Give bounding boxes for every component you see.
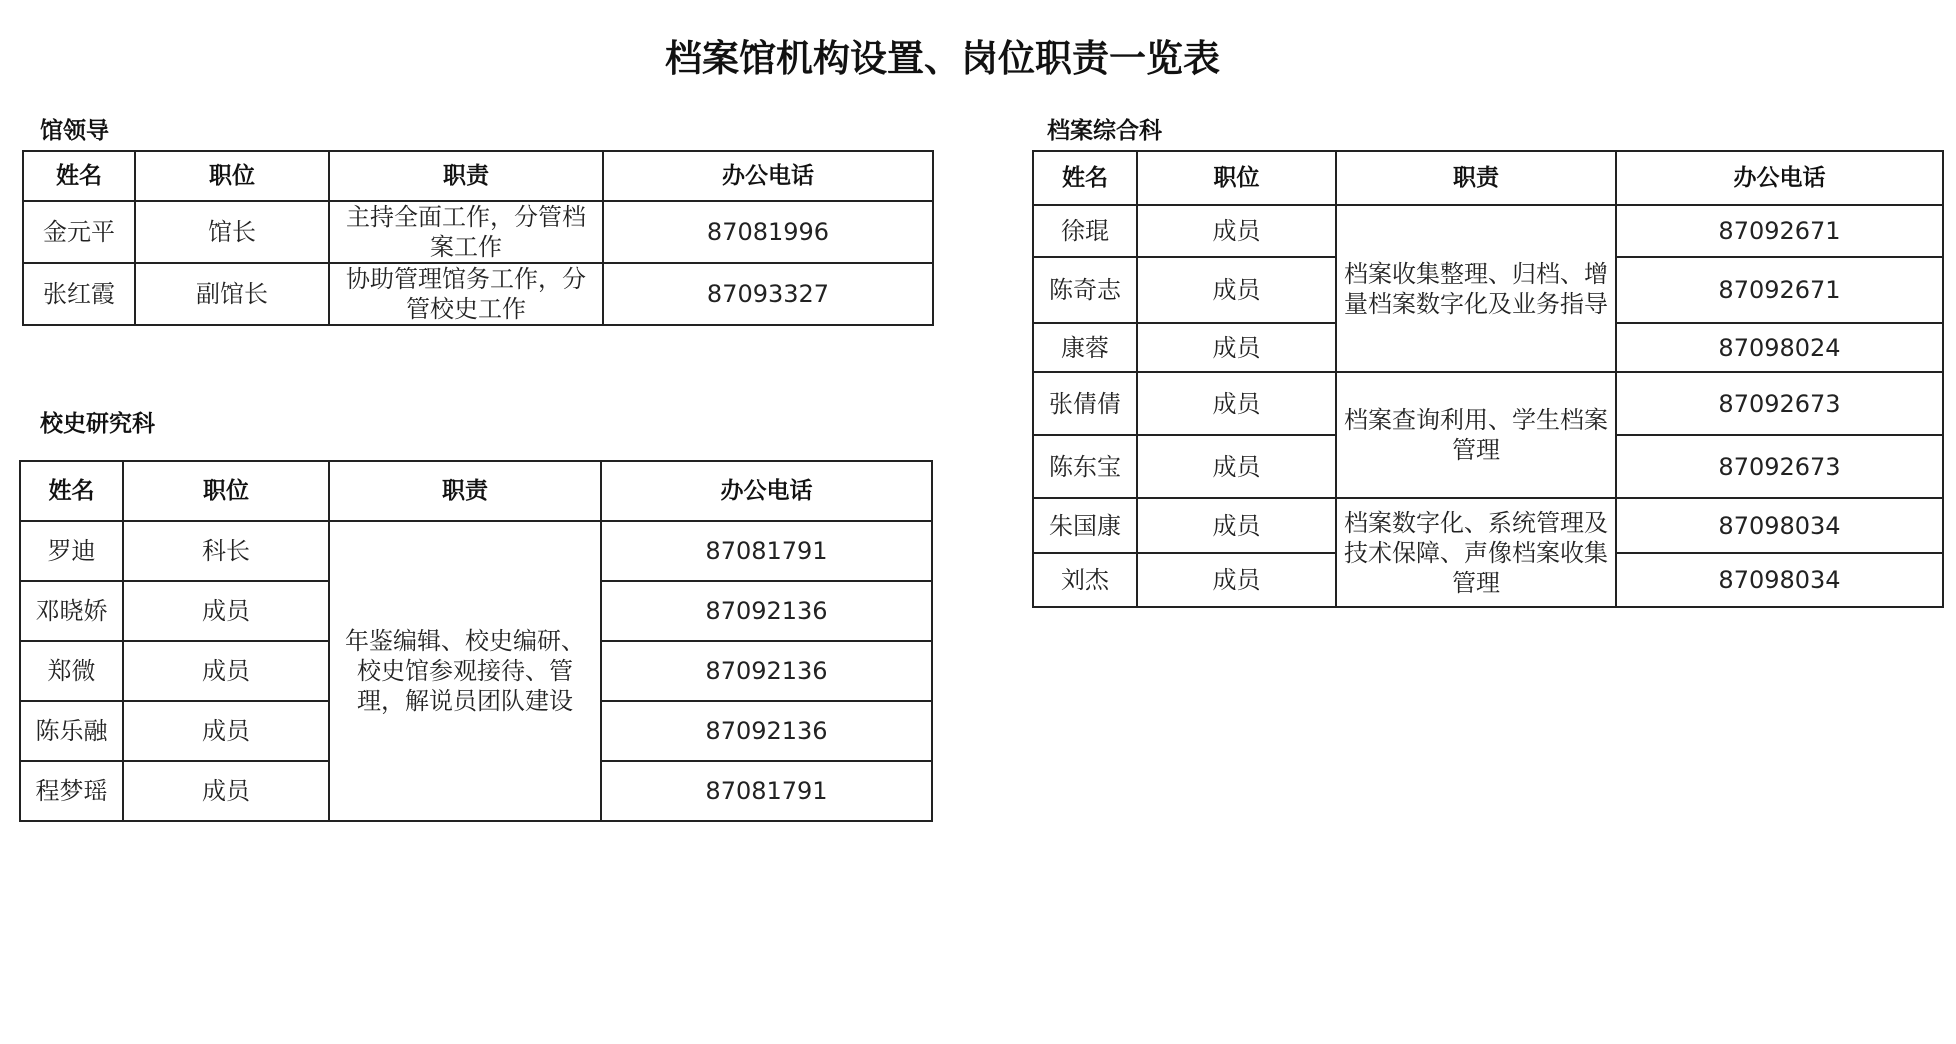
staff-name: 陈乐融 bbox=[20, 701, 123, 761]
staff-phone: 87093327 bbox=[603, 263, 933, 325]
staff-name: 程梦瑶 bbox=[20, 761, 123, 821]
column-header-name: 姓名 bbox=[1033, 151, 1137, 205]
staff-phone: 87098034 bbox=[1616, 553, 1943, 607]
staff-position: 馆长 bbox=[135, 201, 329, 263]
staff-phone: 87098034 bbox=[1616, 498, 1943, 553]
table-row bbox=[23, 201, 933, 263]
staff-duty: 档案数字化、系统管理及技术保障、声像档案收集管理 bbox=[1336, 498, 1616, 607]
column-header-position: 职位 bbox=[135, 151, 329, 201]
staff-duty: 档案收集整理、归档、增量档案数字化及业务指导 bbox=[1336, 205, 1616, 372]
table-row bbox=[1033, 372, 1943, 435]
table-header-row bbox=[1033, 151, 1943, 205]
column-header-phone: 办公电话 bbox=[1616, 151, 1943, 205]
column-header-duty: 职责 bbox=[1336, 151, 1616, 205]
general-dept-heading: 档案综合科 bbox=[1047, 118, 1162, 144]
table-header-row bbox=[20, 461, 932, 521]
staff-position: 成员 bbox=[123, 701, 329, 761]
staff-name: 陈奇志 bbox=[1033, 257, 1137, 323]
column-header-duty: 职责 bbox=[329, 151, 603, 201]
table-header-row bbox=[23, 151, 933, 201]
staff-phone: 87092671 bbox=[1616, 257, 1943, 323]
staff-phone: 87092136 bbox=[601, 581, 932, 641]
staff-position: 成员 bbox=[1137, 323, 1336, 372]
column-header-position: 职位 bbox=[1137, 151, 1336, 205]
leadership-heading: 馆领导 bbox=[40, 118, 109, 144]
staff-name: 郑微 bbox=[20, 641, 123, 701]
staff-position: 副馆长 bbox=[135, 263, 329, 325]
staff-name: 罗迪 bbox=[20, 521, 123, 581]
staff-phone: 87081996 bbox=[603, 201, 933, 263]
history-dept-table bbox=[19, 460, 933, 822]
table-row bbox=[1033, 498, 1943, 553]
table-row bbox=[1033, 205, 1943, 257]
staff-phone: 87081791 bbox=[601, 521, 932, 581]
staff-position: 成员 bbox=[1137, 257, 1336, 323]
staff-name: 康蓉 bbox=[1033, 323, 1137, 372]
general-dept-table bbox=[1032, 150, 1944, 608]
staff-phone: 87092136 bbox=[601, 701, 932, 761]
column-header-phone: 办公电话 bbox=[603, 151, 933, 201]
leadership-table bbox=[22, 150, 934, 326]
staff-position: 成员 bbox=[1137, 372, 1336, 435]
staff-name: 刘杰 bbox=[1033, 553, 1137, 607]
staff-phone: 87081791 bbox=[601, 761, 932, 821]
staff-name: 张红霞 bbox=[23, 263, 135, 325]
history-dept-heading: 校史研究科 bbox=[40, 411, 155, 437]
staff-position: 成员 bbox=[123, 761, 329, 821]
column-header-name: 姓名 bbox=[23, 151, 135, 201]
column-header-position: 职位 bbox=[123, 461, 329, 521]
staff-position: 成员 bbox=[1137, 435, 1336, 498]
page-title: 档案馆机构设置、岗位职责一览表 bbox=[665, 37, 1220, 80]
staff-name: 陈东宝 bbox=[1033, 435, 1137, 498]
staff-name: 张倩倩 bbox=[1033, 372, 1137, 435]
column-header-phone: 办公电话 bbox=[601, 461, 932, 521]
staff-duty: 主持全面工作，分管档案工作 bbox=[329, 201, 603, 263]
staff-position: 成员 bbox=[123, 581, 329, 641]
staff-position: 成员 bbox=[123, 641, 329, 701]
column-header-duty: 职责 bbox=[329, 461, 601, 521]
staff-name: 徐琨 bbox=[1033, 205, 1137, 257]
table-row bbox=[20, 521, 932, 581]
staff-position: 成员 bbox=[1137, 553, 1336, 607]
staff-position: 成员 bbox=[1137, 498, 1336, 553]
column-header-name: 姓名 bbox=[20, 461, 123, 521]
table-row bbox=[23, 263, 933, 325]
staff-position: 成员 bbox=[1137, 205, 1336, 257]
staff-name: 金元平 bbox=[23, 201, 135, 263]
staff-name: 邓晓娇 bbox=[20, 581, 123, 641]
staff-name: 朱国康 bbox=[1033, 498, 1137, 553]
staff-phone: 87092136 bbox=[601, 641, 932, 701]
staff-duty: 年鉴编辑、校史编研、校史馆参观接待、管理，解说员团队建设 bbox=[329, 521, 601, 821]
staff-phone: 87092673 bbox=[1616, 372, 1943, 435]
staff-duty: 档案查询利用、学生档案管理 bbox=[1336, 372, 1616, 498]
staff-position: 科长 bbox=[123, 521, 329, 581]
staff-duty: 协助管理馆务工作，分管校史工作 bbox=[329, 263, 603, 325]
staff-phone: 87098024 bbox=[1616, 323, 1943, 372]
staff-phone: 87092673 bbox=[1616, 435, 1943, 498]
staff-phone: 87092671 bbox=[1616, 205, 1943, 257]
